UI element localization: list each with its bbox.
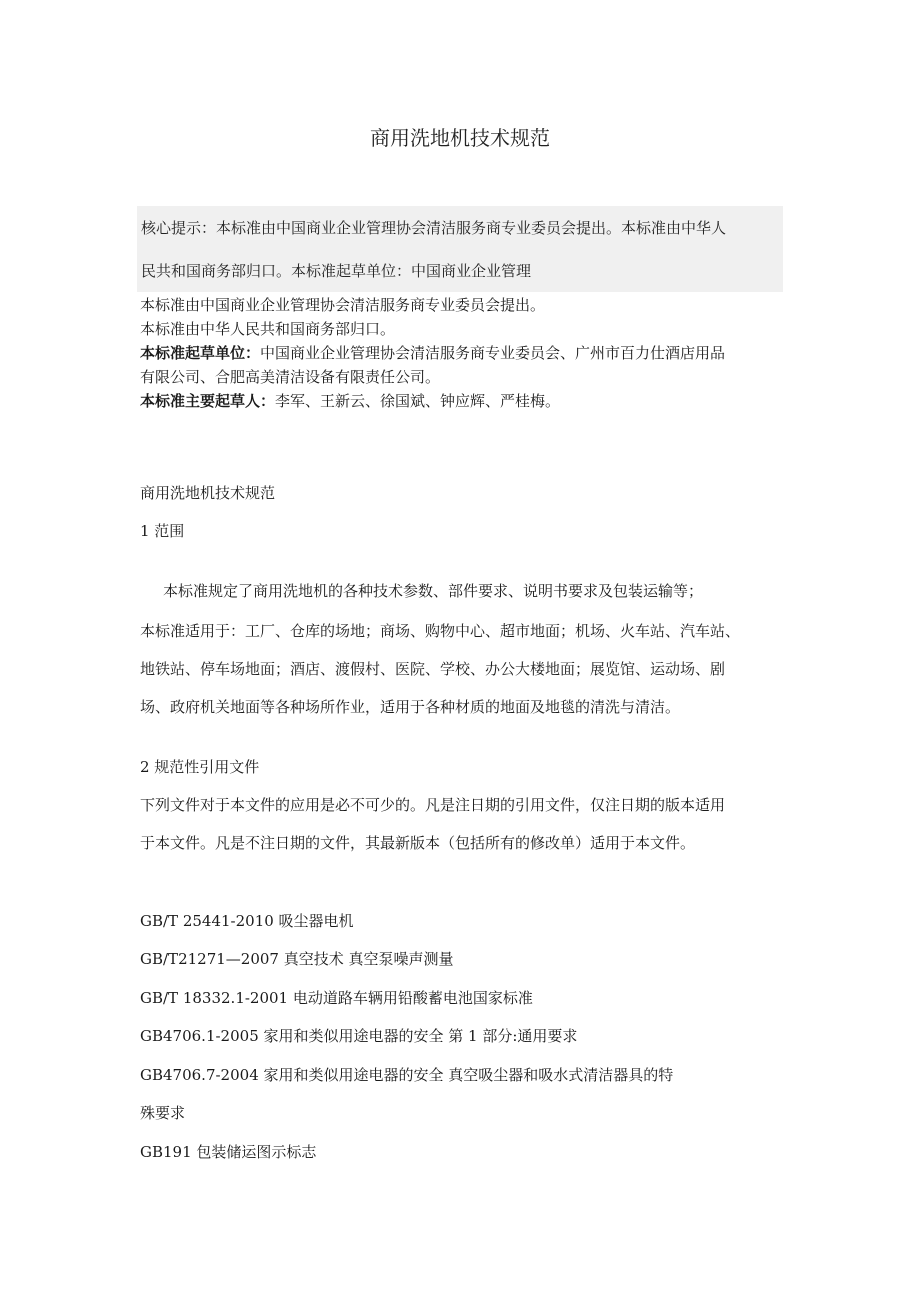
doc-title: 商用洗地机技术规范 — [140, 484, 276, 502]
summary-text: 核心提示：本标准由中国商业企业管理协会清洁服务商专业委员会提出。本标准由中华人 — [141, 219, 727, 237]
scope-paragraph: 本标准规定了商用洗地机的各种技术参数、部件要求、说明书要求及包装运输等； — [163, 582, 704, 600]
summary-text: 民共和国商务部归口。本标准起草单位：中国商业企业管理 — [141, 262, 532, 280]
standard-meta — [140, 293, 790, 413]
meta-proposed: 本标准由中国商业企业管理协会清洁服务商专业委员会提出。 — [140, 296, 546, 314]
meta-authors-label: 本标准主要起草人： — [140, 392, 276, 410]
meta-drafter-value: 中国商业企业管理协会清洁服务商专业委员会、广州市百力仕酒店用品 — [260, 344, 726, 362]
meta-managed: 本标准由中华人民共和国商务部归口。 — [140, 320, 396, 338]
reference-item: GB4706.7-2004 家用和类似用途电器的安全 真空吸尘器和吸水式清洁器具的特 — [140, 1066, 674, 1084]
meta-drafter-cont: 有限公司、合肥高美清洁设备有限责任公司。 — [140, 368, 441, 386]
meta-drafter-label: 本标准起草单位： — [140, 344, 261, 362]
reference-item: 殊要求 — [140, 1104, 186, 1122]
reference-item: GB/T 25441-2010 吸尘器电机 — [140, 912, 354, 930]
meta-authors-value: 李军、王新云、徐国斌、钟应辉、严桂梅。 — [275, 392, 561, 410]
page-title: 商用洗地机技术规范 — [370, 126, 550, 150]
reference-item: GB4706.1-2005 家用和类似用途电器的安全 第 1 部分:通用要求 — [140, 1027, 578, 1045]
scope-paragraph: 场、政府机关地面等各种场所作业，适用于各种材质的地面及地毯的清洗与清洁。 — [140, 698, 681, 716]
section-heading-references: 2 规范性引用文件 — [140, 758, 260, 776]
references-intro: 下列文件对于本文件的应用是必不可少的。凡是注日期的引用文件，仅注日期的版本适用 — [140, 796, 726, 814]
meta-drafter — [140, 341, 790, 365]
references-intro: 于本文件。凡是不注日期的文件，其最新版本（包括所有的修改单）适用于本文件。 — [140, 834, 696, 852]
meta-authors — [140, 389, 790, 413]
scope-paragraph: 本标准适用于：工厂、仓库的场地；商场、购物中心、超市地面；机场、火车站、汽车站、 — [140, 622, 741, 640]
reference-item: GB/T 18332.1-2001 电动道路车辆用铅酸蓄电池国家标准 — [140, 989, 533, 1007]
section-heading-scope: 1 范围 — [140, 522, 185, 540]
scope-paragraph: 地铁站、停车场地面；酒店、渡假村、医院、学校、办公大楼地面；展览馆、运动场、剧 — [140, 660, 726, 678]
reference-item: GB191 包装储运图示标志 — [140, 1143, 317, 1161]
summary-box — [137, 206, 783, 292]
reference-item: GB/T21271—2007 真空技术 真空泵噪声测量 — [140, 950, 454, 968]
